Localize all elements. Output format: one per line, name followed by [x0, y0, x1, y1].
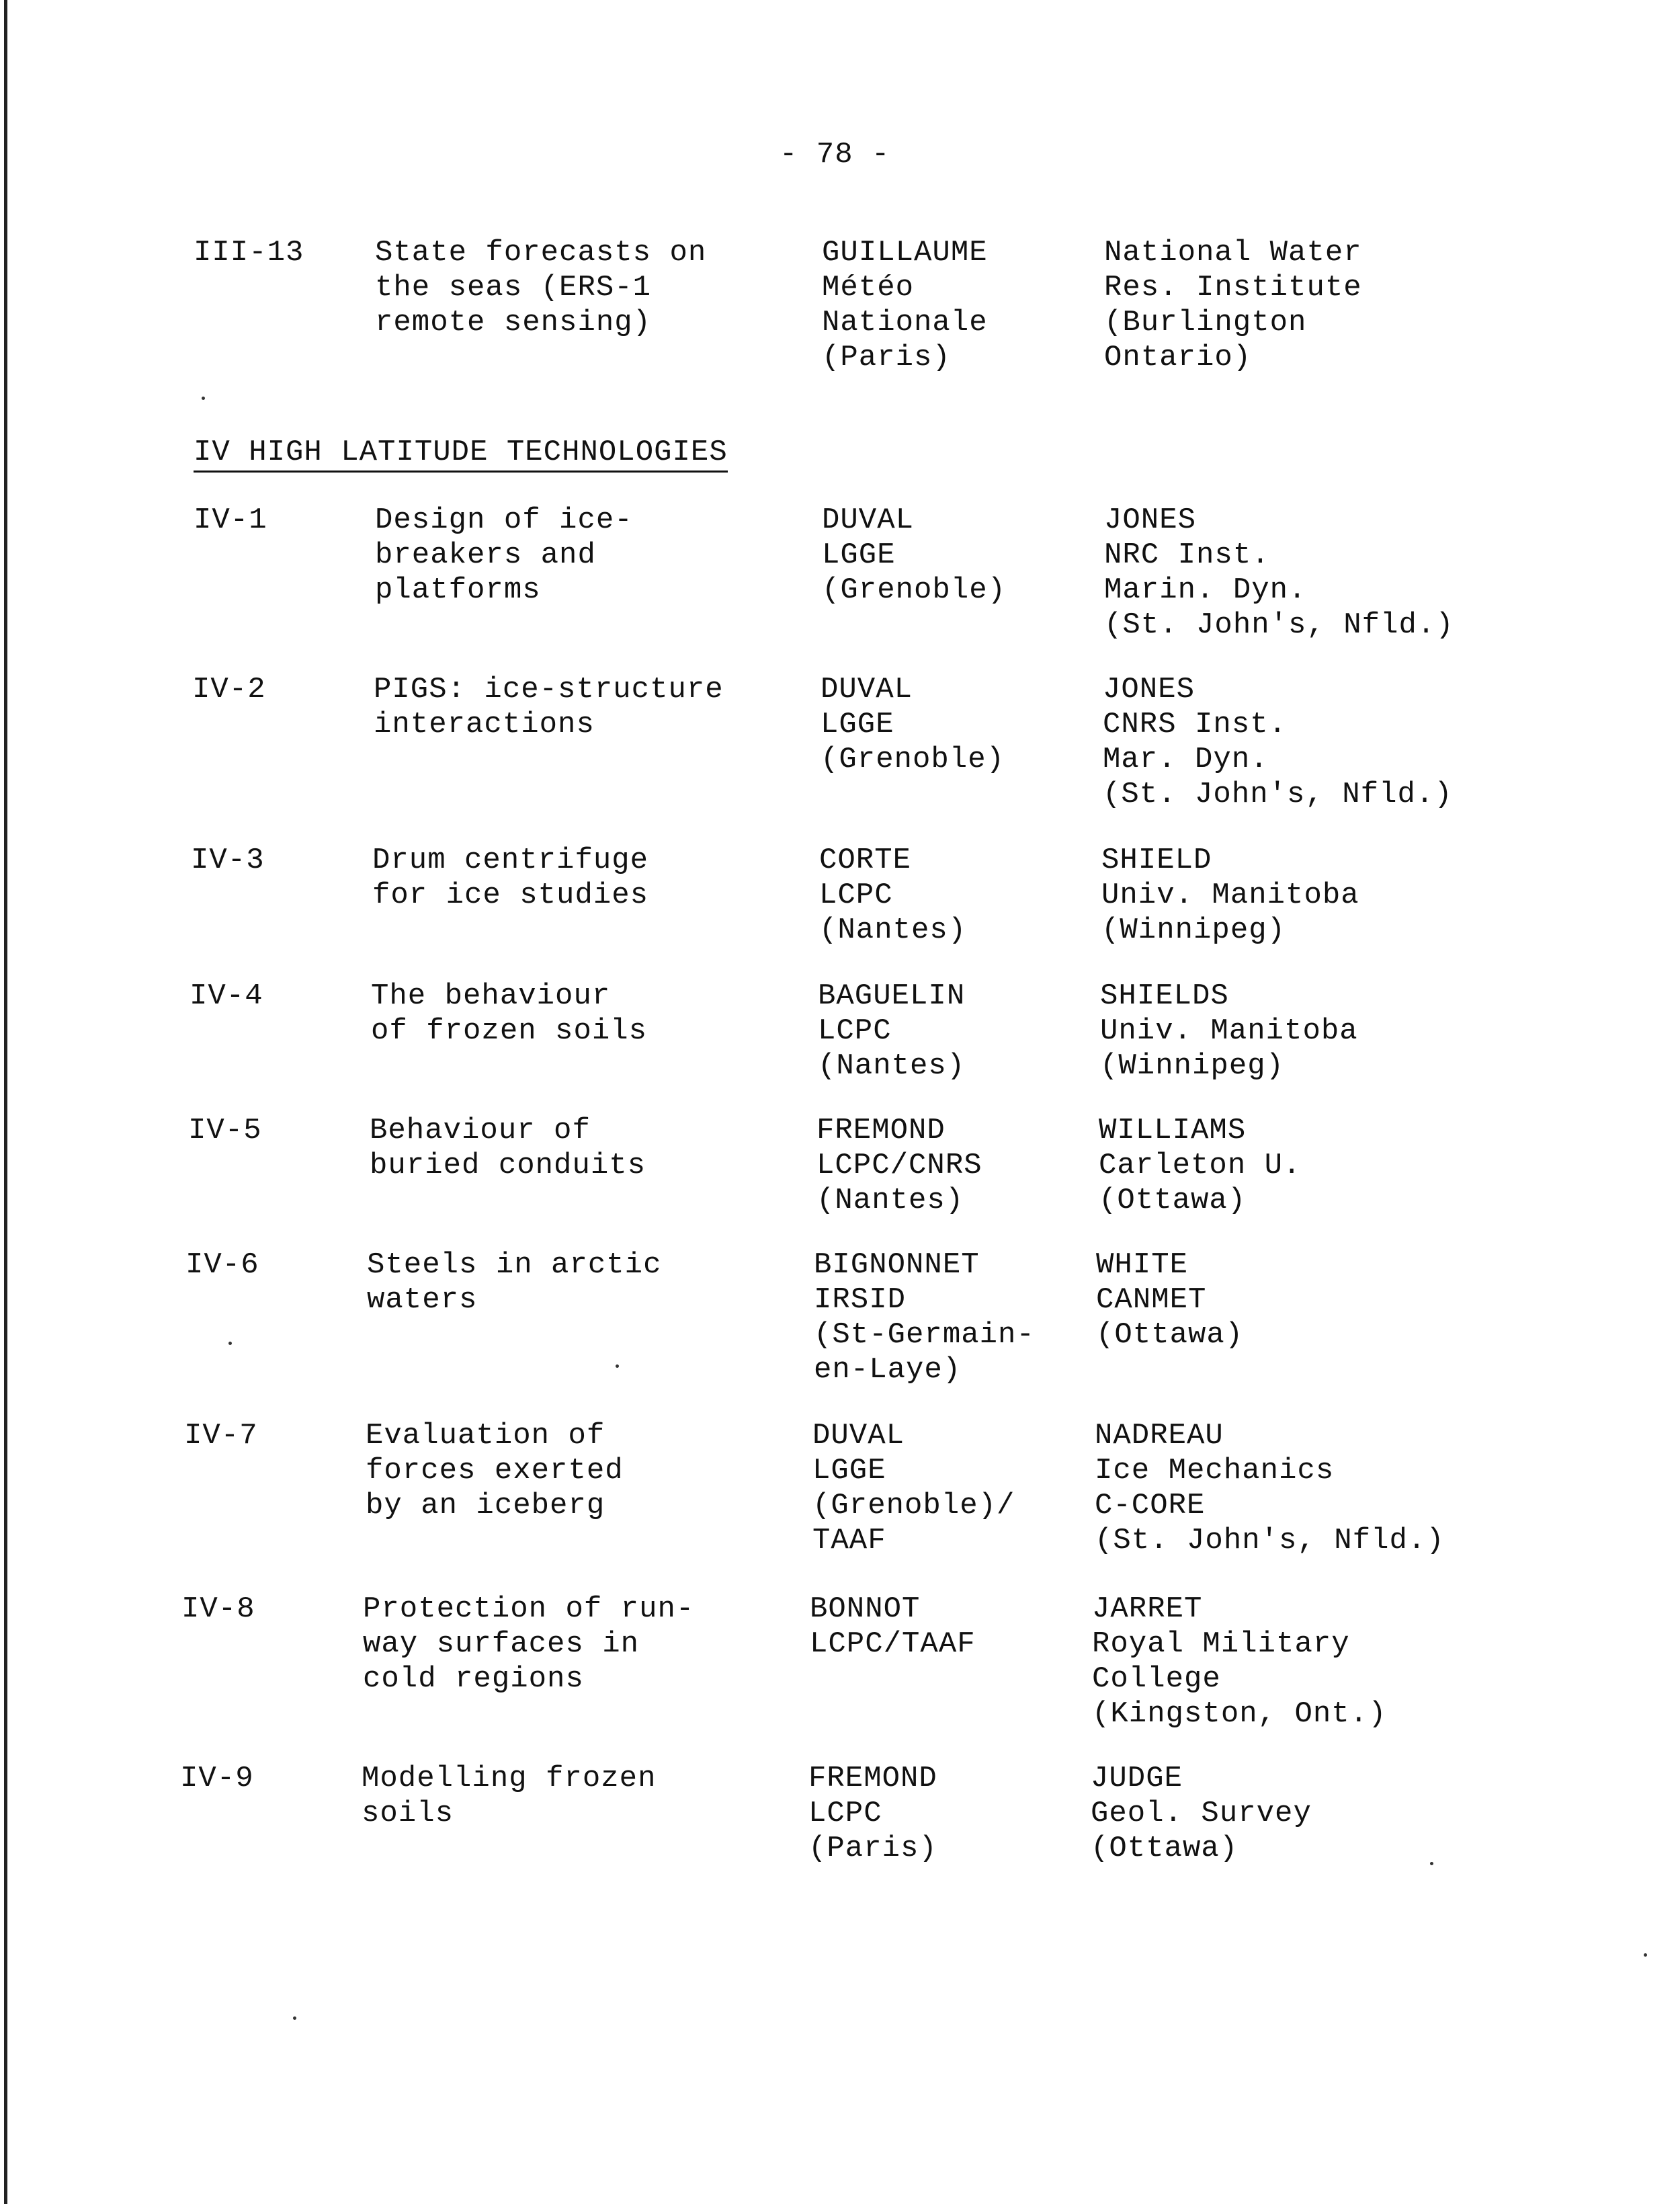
french-partner: DUVAL LGGE (Grenoble) [822, 503, 1007, 607]
french-partner: FREMOND LCPC (Paris) [808, 1762, 937, 1865]
french-partner: FREMOND LCPC/CNRS (Nantes) [816, 1114, 982, 1217]
project-code: IV-3 [191, 844, 265, 877]
french-partner: GUILLAUME Météo Nationale (Paris) [822, 236, 988, 374]
project-title: State forecasts on the seas (ERS-1 remote sensing) [375, 236, 707, 339]
project-code: IV-4 [190, 979, 263, 1013]
scan-speck [293, 2016, 296, 2020]
project-title: Steels in arctic waters [367, 1248, 662, 1317]
canadian-partner: JONES CNRS Inst. Mar. Dyn. (St. John's, Nfld.) [1103, 673, 1453, 811]
project-code: IV-8 [181, 1592, 255, 1626]
scan-speck [616, 1364, 619, 1368]
french-partner: DUVAL LGGE (Grenoble) [821, 673, 1005, 776]
canadian-partner: SHIELD Univ. Manitoba (Winnipeg) [1101, 844, 1359, 947]
scan-edge-line [4, 0, 7, 2204]
french-partner: BIGNONNET IRSID (St-Germain- en-Laye) [814, 1248, 1035, 1387]
project-entry-iv-6 [185, 1248, 1680, 1409]
project-title: Modelling frozen soils [362, 1762, 657, 1830]
project-code: IV-1 [194, 503, 267, 537]
scan-speck [228, 1342, 232, 1345]
project-title: Drum centrifuge for ice studies [372, 844, 649, 912]
canadian-partner: JUDGE Geol. Survey (Ottawa) [1091, 1762, 1312, 1865]
scan-speck [1430, 1862, 1433, 1865]
project-title: The behaviour of frozen soils [371, 979, 648, 1048]
project-code: IV-2 [192, 673, 266, 706]
canadian-partner: WHITE CANMET (Ottawa) [1096, 1248, 1244, 1352]
project-entry-iv-9 [180, 1761, 1680, 1922]
project-title: Evaluation of forces exerted by an iceberg [366, 1419, 624, 1522]
section-heading: IV HIGH LATITUDE TECHNOLOGIES [194, 436, 728, 473]
canadian-partner: NADREAU Ice Mechanics C-CORE (St. John's, Nfld.) [1095, 1419, 1445, 1557]
canadian-partner: JARRET Royal Military College (Kingston, Ont.) [1092, 1592, 1387, 1731]
canadian-partner: JONES NRC Inst. Marin. Dyn. (St. John's, Nfld.) [1104, 503, 1454, 642]
canadian-partner: National Water Res. Institute (Burlington Ontario) [1104, 236, 1362, 374]
project-code: IV-9 [180, 1762, 254, 1795]
french-partner: BAGUELIN LCPC (Nantes) [818, 979, 966, 1083]
french-partner: BONNOT LCPC/TAAF [810, 1592, 976, 1661]
project-entry-iv-1 [194, 503, 1680, 664]
french-partner: DUVAL LGGE (Grenoble)/ TAAF [812, 1419, 1015, 1557]
project-code: IV-6 [185, 1248, 259, 1282]
project-code: III-13 [194, 236, 304, 270]
project-code: IV-7 [184, 1419, 258, 1453]
project-entry-iv-2 [192, 672, 1680, 833]
project-code: IV-5 [188, 1114, 262, 1147]
project-title: Design of ice- breakers and platforms [375, 503, 633, 607]
project-entry-iv-8 [181, 1592, 1680, 1753]
canadian-partner: WILLIAMS Carleton U. (Ottawa) [1099, 1114, 1302, 1217]
project-entry-iii-13 [194, 235, 1680, 397]
french-partner: CORTE LCPC (Nantes) [819, 844, 967, 947]
project-title: PIGS: ice-structure interactions [374, 673, 724, 741]
canadian-partner: SHIELDS Univ. Manitoba (Winnipeg) [1100, 979, 1358, 1083]
page-number: - 78 - [780, 138, 890, 171]
project-entry-iv-7 [184, 1418, 1680, 1580]
scan-speck [202, 397, 205, 400]
project-title: Protection of run- way surfaces in cold regions [363, 1592, 695, 1696]
project-title: Behaviour of buried conduits [370, 1114, 646, 1182]
scan-speck [1644, 1953, 1647, 1957]
